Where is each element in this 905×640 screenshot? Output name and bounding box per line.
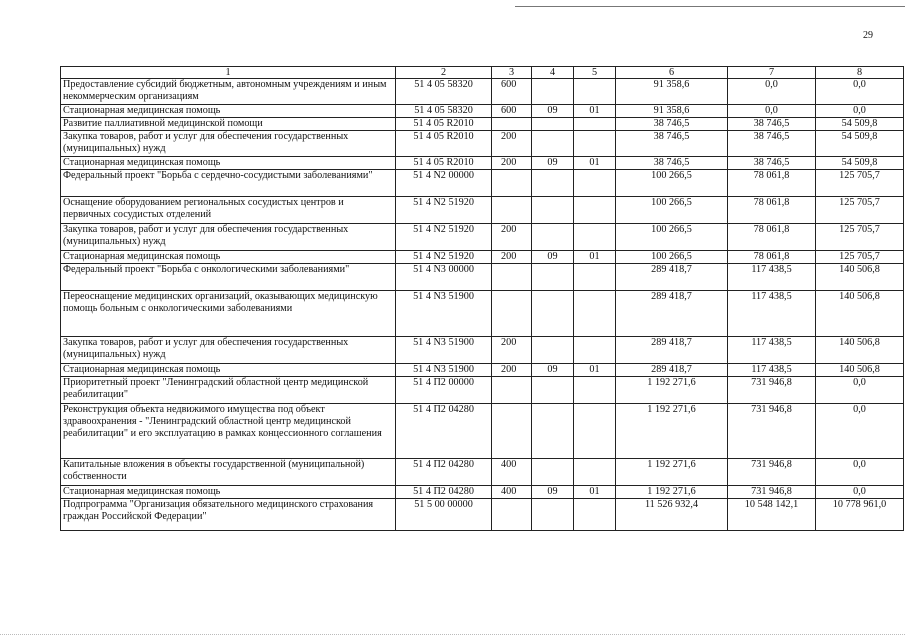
header-cell-6: 6 xyxy=(616,67,728,79)
table-row xyxy=(61,118,904,131)
row-code-cell: 51 4 N2 51920 xyxy=(396,224,492,251)
table-row xyxy=(61,264,904,291)
row-value-6-cell: 38 746,5 xyxy=(616,157,728,170)
row-rz-cell: 09 xyxy=(532,105,574,118)
row-value-8-cell: 125 705,7 xyxy=(816,251,904,264)
row-rz-cell xyxy=(532,170,574,197)
row-vr-cell xyxy=(492,499,532,531)
row-rz-cell xyxy=(532,224,574,251)
row-value-8-cell: 10 778 961,0 xyxy=(816,499,904,531)
row-name-cell: Стационарная медицинская помощь xyxy=(61,364,396,377)
row-name-cell: Подпрограмма "Организация обязательного медицинского страхования граждан Российской Федерации" xyxy=(61,499,396,531)
row-value-7-cell: 78 061,8 xyxy=(728,197,816,224)
row-code-cell: 51 4 N2 51920 xyxy=(396,197,492,224)
row-vr-cell xyxy=(492,197,532,224)
row-rz-cell xyxy=(532,459,574,486)
header-cell-5: 5 xyxy=(574,67,616,79)
row-code-cell: 51 4 N2 00000 xyxy=(396,170,492,197)
row-value-6-cell: 91 358,6 xyxy=(616,79,728,105)
row-value-6-cell: 289 418,7 xyxy=(616,337,728,364)
row-vr-cell xyxy=(492,291,532,337)
row-rz-cell xyxy=(532,131,574,157)
row-vr-cell: 400 xyxy=(492,459,532,486)
row-value-8-cell: 140 506,8 xyxy=(816,337,904,364)
header-cell-3: 3 xyxy=(492,67,532,79)
row-name-cell: Закупка товаров, работ и услуг для обеспечения государственных (муниципальных) нужд xyxy=(61,131,396,157)
row-pr-cell xyxy=(574,499,616,531)
page-number: 29 xyxy=(863,30,873,41)
row-value-6-cell: 100 266,5 xyxy=(616,197,728,224)
table-row xyxy=(61,197,904,224)
row-name-cell: Стационарная медицинская помощь xyxy=(61,251,396,264)
header-cell-1: 1 xyxy=(61,67,396,79)
row-pr-cell xyxy=(574,224,616,251)
row-name-cell: Закупка товаров, работ и услуг для обеспечения государственных (муниципальных) нужд xyxy=(61,337,396,364)
row-pr-cell xyxy=(574,459,616,486)
row-vr-cell xyxy=(492,118,532,131)
row-name-cell: Капитальные вложения в объекты государственной (муниципальной) собственности xyxy=(61,459,396,486)
row-name-cell: Стационарная медицинская помощь xyxy=(61,105,396,118)
row-rz-cell xyxy=(532,291,574,337)
row-code-cell: 51 4 N3 00000 xyxy=(396,264,492,291)
row-name-cell: Реконструкция объекта недвижимого имущества под объект здравоохранения - "Ленинградский областной центр медицинской реабилитации" и его эксплуатацию в рамках концессионного соглашения xyxy=(61,404,396,459)
row-value-8-cell: 54 509,8 xyxy=(816,118,904,131)
row-vr-cell xyxy=(492,404,532,459)
row-rz-cell: 09 xyxy=(532,251,574,264)
row-value-7-cell: 117 438,5 xyxy=(728,364,816,377)
row-code-cell: 51 4 05 58320 xyxy=(396,79,492,105)
table-row xyxy=(61,459,904,486)
row-pr-cell xyxy=(574,377,616,404)
row-pr-cell xyxy=(574,197,616,224)
row-code-cell: 51 4 N3 51900 xyxy=(396,364,492,377)
row-vr-cell: 200 xyxy=(492,224,532,251)
row-code-cell: 51 4 05 R2010 xyxy=(396,157,492,170)
row-value-8-cell: 125 705,7 xyxy=(816,170,904,197)
row-value-8-cell: 0,0 xyxy=(816,377,904,404)
row-value-6-cell: 38 746,5 xyxy=(616,131,728,157)
table-row xyxy=(61,499,904,531)
row-rz-cell xyxy=(532,377,574,404)
row-value-8-cell: 125 705,7 xyxy=(816,197,904,224)
row-code-cell: 51 4 05 R2010 xyxy=(396,131,492,157)
row-vr-cell: 200 xyxy=(492,157,532,170)
row-value-7-cell: 731 946,8 xyxy=(728,459,816,486)
row-pr-cell: 01 xyxy=(574,157,616,170)
row-code-cell: 51 4 N2 51920 xyxy=(396,251,492,264)
row-rz-cell: 09 xyxy=(532,486,574,499)
row-code-cell: 51 4 05 58320 xyxy=(396,105,492,118)
row-value-7-cell: 0,0 xyxy=(728,79,816,105)
row-value-7-cell: 10 548 142,1 xyxy=(728,499,816,531)
row-pr-cell xyxy=(574,79,616,105)
row-value-6-cell: 289 418,7 xyxy=(616,291,728,337)
row-vr-cell xyxy=(492,170,532,197)
row-code-cell: 51 4 05 R2010 xyxy=(396,118,492,131)
row-vr-cell: 600 xyxy=(492,79,532,105)
header-cell-4: 4 xyxy=(532,67,574,79)
budget-table xyxy=(60,66,904,531)
row-rz-cell xyxy=(532,118,574,131)
row-value-7-cell: 0,0 xyxy=(728,105,816,118)
row-code-cell: 51 5 00 00000 xyxy=(396,499,492,531)
row-value-8-cell: 0,0 xyxy=(816,404,904,459)
row-pr-cell xyxy=(574,291,616,337)
row-name-cell: Стационарная медицинская помощь xyxy=(61,157,396,170)
row-code-cell: 51 4 N3 51900 xyxy=(396,337,492,364)
top-rule xyxy=(515,6,905,7)
row-rz-cell xyxy=(532,404,574,459)
row-pr-cell: 01 xyxy=(574,105,616,118)
row-rz-cell xyxy=(532,197,574,224)
row-value-7-cell: 117 438,5 xyxy=(728,337,816,364)
row-rz-cell xyxy=(532,337,574,364)
row-value-7-cell: 731 946,8 xyxy=(728,486,816,499)
row-name-cell: Федеральный проект "Борьба с сердечно-сосудистыми заболеваниями" xyxy=(61,170,396,197)
row-value-7-cell: 38 746,5 xyxy=(728,157,816,170)
row-name-cell: Предоставление субсидий бюджетным, автономным учреждениям и иным некоммерческим организациям xyxy=(61,79,396,105)
row-vr-cell xyxy=(492,264,532,291)
row-value-6-cell: 38 746,5 xyxy=(616,118,728,131)
row-name-cell: Приоритетный проект "Ленинградский областной центр медицинской реабилитации" xyxy=(61,377,396,404)
row-rz-cell: 09 xyxy=(532,157,574,170)
row-name-cell: Стационарная медицинская помощь xyxy=(61,486,396,499)
row-value-7-cell: 117 438,5 xyxy=(728,291,816,337)
row-pr-cell: 01 xyxy=(574,486,616,499)
table-row xyxy=(61,291,904,337)
row-vr-cell: 200 xyxy=(492,131,532,157)
row-value-8-cell: 140 506,8 xyxy=(816,291,904,337)
table-row xyxy=(61,157,904,170)
row-value-6-cell: 100 266,5 xyxy=(616,224,728,251)
table-row xyxy=(61,486,904,499)
table-row xyxy=(61,224,904,251)
row-value-6-cell: 100 266,5 xyxy=(616,170,728,197)
row-pr-cell: 01 xyxy=(574,251,616,264)
row-value-8-cell: 0,0 xyxy=(816,486,904,499)
row-rz-cell xyxy=(532,79,574,105)
table-row xyxy=(61,364,904,377)
row-value-7-cell: 38 746,5 xyxy=(728,118,816,131)
row-value-7-cell: 38 746,5 xyxy=(728,131,816,157)
row-vr-cell: 200 xyxy=(492,251,532,264)
row-value-8-cell: 0,0 xyxy=(816,79,904,105)
table-row xyxy=(61,79,904,105)
scan-edge-line xyxy=(0,634,905,635)
table-row xyxy=(61,404,904,459)
table-header-row xyxy=(61,67,904,79)
row-name-cell: Оснащение оборудованием региональных сосудистых центров и первичных сосудистых отделений xyxy=(61,197,396,224)
row-value-6-cell: 289 418,7 xyxy=(616,364,728,377)
row-name-cell: Федеральный проект "Борьба с онкологическими заболеваниями" xyxy=(61,264,396,291)
row-value-6-cell: 1 192 271,6 xyxy=(616,486,728,499)
table-row xyxy=(61,251,904,264)
table-body xyxy=(61,67,904,531)
row-code-cell: 51 4 П2 04280 xyxy=(396,486,492,499)
header-cell-2: 2 xyxy=(396,67,492,79)
table-row xyxy=(61,377,904,404)
row-pr-cell xyxy=(574,131,616,157)
row-code-cell: 51 4 П2 04280 xyxy=(396,404,492,459)
header-cell-7: 7 xyxy=(728,67,816,79)
row-value-8-cell: 54 509,8 xyxy=(816,157,904,170)
row-value-7-cell: 78 061,8 xyxy=(728,170,816,197)
row-vr-cell: 200 xyxy=(492,364,532,377)
row-vr-cell: 600 xyxy=(492,105,532,118)
row-value-8-cell: 0,0 xyxy=(816,105,904,118)
row-vr-cell xyxy=(492,377,532,404)
row-value-6-cell: 100 266,5 xyxy=(616,251,728,264)
row-rz-cell xyxy=(532,264,574,291)
row-value-7-cell: 117 438,5 xyxy=(728,264,816,291)
row-name-cell: Развитие паллиативной медицинской помощи xyxy=(61,118,396,131)
row-pr-cell xyxy=(574,170,616,197)
row-value-6-cell: 11 526 932,4 xyxy=(616,499,728,531)
row-pr-cell xyxy=(574,337,616,364)
row-value-6-cell: 91 358,6 xyxy=(616,105,728,118)
row-pr-cell xyxy=(574,118,616,131)
row-name-cell: Закупка товаров, работ и услуг для обеспечения государственных (муниципальных) нужд xyxy=(61,224,396,251)
row-value-8-cell: 0,0 xyxy=(816,459,904,486)
table-row xyxy=(61,170,904,197)
row-value-7-cell: 78 061,8 xyxy=(728,251,816,264)
table-row xyxy=(61,131,904,157)
row-value-7-cell: 78 061,8 xyxy=(728,224,816,251)
row-value-6-cell: 289 418,7 xyxy=(616,264,728,291)
row-code-cell: 51 4 П2 04280 xyxy=(396,459,492,486)
row-value-7-cell: 731 946,8 xyxy=(728,404,816,459)
row-vr-cell: 200 xyxy=(492,337,532,364)
row-value-6-cell: 1 192 271,6 xyxy=(616,459,728,486)
row-pr-cell xyxy=(574,404,616,459)
row-value-8-cell: 125 705,7 xyxy=(816,224,904,251)
row-value-8-cell: 140 506,8 xyxy=(816,364,904,377)
header-cell-8: 8 xyxy=(816,67,904,79)
table-row xyxy=(61,337,904,364)
row-value-6-cell: 1 192 271,6 xyxy=(616,404,728,459)
row-name-cell: Переоснащение медицинских организаций, оказывающих медицинскую помощь больным с онкологическими заболеваниями xyxy=(61,291,396,337)
row-rz-cell: 09 xyxy=(532,364,574,377)
table-row xyxy=(61,105,904,118)
row-value-8-cell: 54 509,8 xyxy=(816,131,904,157)
row-code-cell: 51 4 П2 00000 xyxy=(396,377,492,404)
row-value-8-cell: 140 506,8 xyxy=(816,264,904,291)
row-pr-cell xyxy=(574,264,616,291)
row-code-cell: 51 4 N3 51900 xyxy=(396,291,492,337)
row-value-6-cell: 1 192 271,6 xyxy=(616,377,728,404)
row-value-7-cell: 731 946,8 xyxy=(728,377,816,404)
row-rz-cell xyxy=(532,499,574,531)
row-pr-cell: 01 xyxy=(574,364,616,377)
row-vr-cell: 400 xyxy=(492,486,532,499)
